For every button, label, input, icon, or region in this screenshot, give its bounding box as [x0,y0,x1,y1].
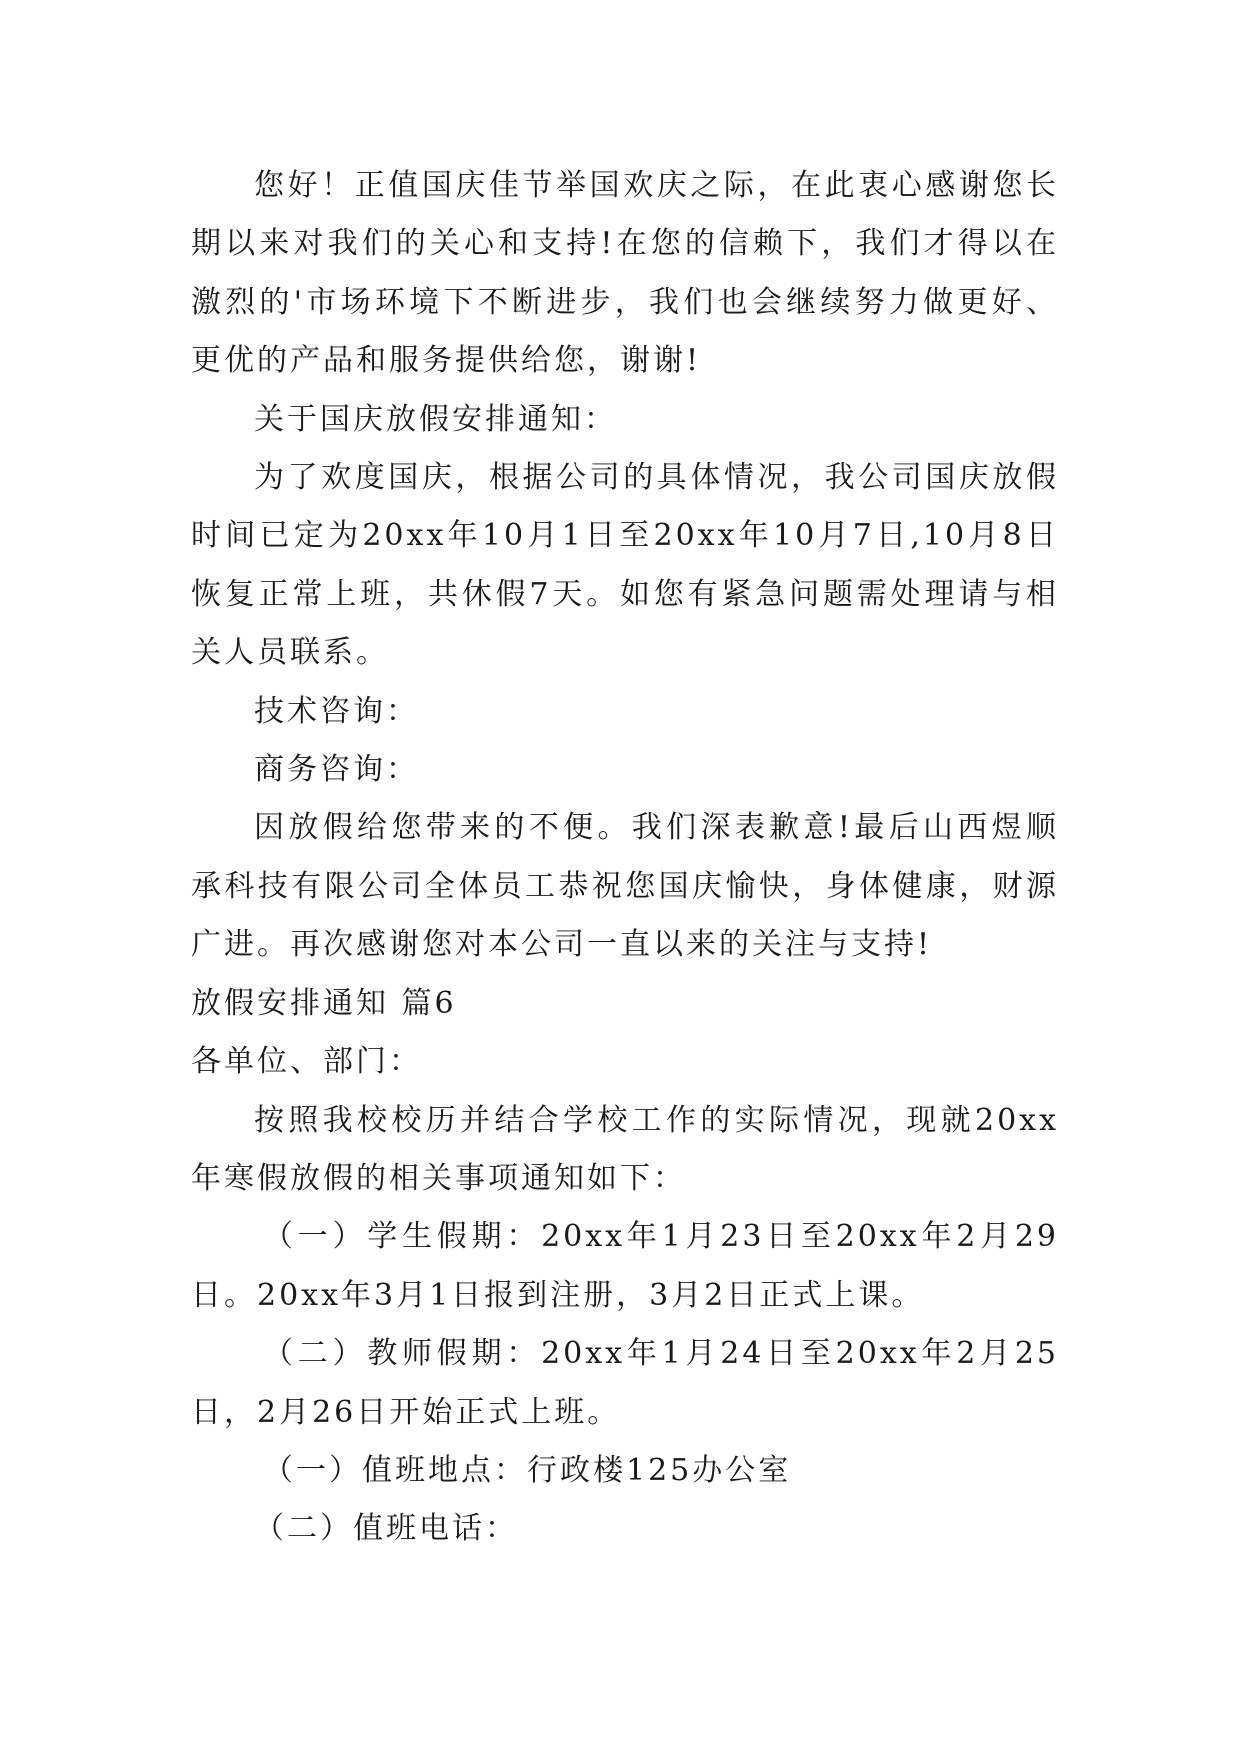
greeting-paragraph: 您好！正值国庆佳节举国欢庆之际，在此衷心感谢您长期以来对我们的关心和支持!在您的信赖下，我们才得以在激烈的'市场环境下不断进步，我们也会继续努力做更好、更优的产品和服务提供给您，谢谢! [191,168,1059,379]
addressee-line: 各单位、部门： [191,1044,422,1080]
holiday-schedule-paragraph: 为了欢度国庆，根据公司的具体情况，我公司国庆放假时间已定为20xx年10月1日至20xx年10月7日,10月8日恢复正常上班，共休假7天。如您有紧急问题需处理请与相关人员联系。 [191,460,1059,671]
section-title: 放假安排通知 篇6 [191,985,457,1021]
notice-heading: 关于国庆放假安排通知： [254,401,617,437]
document-body [191,157,1059,1559]
business-consult-line: 商务咨询： [254,752,419,788]
teacher-holiday-paragraph: （二）教师假期：20xx年1月24日至20xx年2月25日，2月26日开始正式上班。 [191,1336,1059,1430]
tech-consult-line: 技术咨询： [254,693,419,729]
apology-paragraph: 因放假给您带来的不便。我们深表歉意!最后山西煜顺承科技有限公司全体员工恭祝您国庆愉快，身体健康，财源广进。再次感谢您对本公司一直以来的关注与支持! [191,810,1059,963]
duty-location-line: （一）值班地点：行政楼125办公室 [263,1452,792,1488]
duty-phone-line: （二）值班电话： [254,1511,518,1547]
student-holiday-paragraph: （一）学生假期：20xx年1月23日至20xx年2月29日。20xx年3月1日报到注册，3月2日正式上课。 [191,1219,1059,1313]
school-intro-paragraph: 按照我校校历并结合学校工作的实际情况，现就20xx年寒假放假的相关事项通知如下： [191,1102,1059,1196]
